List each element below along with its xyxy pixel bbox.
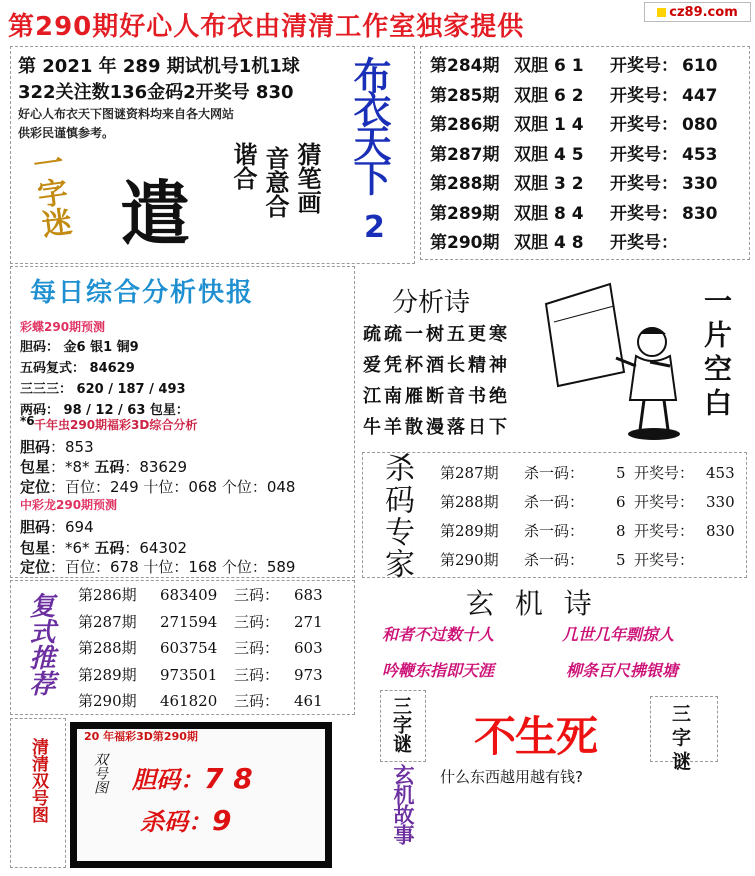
kill-period: 第289期 bbox=[440, 522, 499, 540]
draw-nums: 4 8 bbox=[554, 233, 584, 253]
kill-label: 杀码专家 bbox=[379, 452, 414, 580]
poem-line: 江南雁断音书绝 bbox=[363, 386, 510, 407]
fushi-period: 第286期 bbox=[78, 586, 137, 604]
fushi-label-text: 三码： bbox=[234, 665, 280, 684]
kill-result: 830 bbox=[706, 522, 735, 540]
board-sha: 杀码：9 bbox=[140, 804, 232, 837]
fushi-label-text: 三码： bbox=[234, 586, 280, 604]
riddle-main-char: 遣 bbox=[120, 172, 190, 255]
draw-period: 第290期 bbox=[430, 233, 500, 253]
fushi-num: 461820 bbox=[160, 692, 218, 710]
draw-label: 双胆 bbox=[514, 233, 548, 253]
fushi-value: 461 bbox=[294, 692, 323, 710]
kill-row bbox=[440, 462, 735, 483]
draw-period: 第287期 bbox=[430, 144, 500, 165]
draw-result: 080 bbox=[682, 115, 718, 135]
draw-kj-label: 开奖号： bbox=[610, 115, 678, 135]
draw-period: 第284期 bbox=[430, 56, 500, 76]
draw-result: 610 bbox=[682, 56, 718, 76]
poem-title: 分析诗 bbox=[392, 288, 471, 318]
poem-line: 爱凭杯酒长精神 bbox=[363, 355, 510, 376]
fushi-value: 603 bbox=[294, 639, 323, 657]
draw-kj-label: 开奖号： bbox=[610, 56, 678, 76]
poem-side-text: 一片空白 bbox=[700, 286, 733, 422]
draw-row bbox=[430, 169, 718, 194]
dragon-dan: 胆码：694 bbox=[20, 518, 94, 536]
xuanji-line-2b: 柳条百尺拂银塘 bbox=[566, 661, 679, 680]
draw-nums: 3 2 bbox=[554, 174, 584, 194]
draw-result: 830 bbox=[682, 203, 718, 224]
fushi-row bbox=[78, 690, 323, 711]
fushi-row bbox=[78, 584, 323, 605]
dragon-title: 中彩龙290期预测 bbox=[20, 498, 118, 512]
draw-period: 第285期 bbox=[430, 85, 500, 106]
fushi-value: 973 bbox=[294, 665, 323, 684]
draw-row bbox=[430, 140, 718, 165]
kill-num: 6 bbox=[616, 493, 626, 511]
draw-kj-label: 开奖号： bbox=[610, 85, 678, 106]
fushi-row bbox=[78, 611, 323, 632]
riddle-hint-1: 猜笔画 bbox=[293, 142, 321, 214]
board-inner bbox=[77, 729, 325, 861]
badge-square-icon bbox=[657, 8, 666, 17]
kill-period: 第290期 bbox=[440, 551, 499, 569]
riddle-hint-2: 音意合 bbox=[261, 146, 289, 218]
kill-label-text: 杀一码： bbox=[524, 551, 585, 569]
bug-bao: 包星：*8* 五码：83629 bbox=[20, 458, 188, 476]
bug-title: 千年虫290期福彩3D综合分析 bbox=[34, 418, 198, 432]
kill-row bbox=[440, 520, 735, 541]
riddle-hint-3: 谐合 bbox=[229, 142, 257, 190]
dragon-bao: 包星：*6* 五码：64302 bbox=[20, 539, 188, 557]
cartoon-illustration bbox=[540, 282, 690, 442]
banner-title: 第290期好心人布衣由清清工作室独家提供 bbox=[8, 12, 525, 42]
kill-row bbox=[440, 491, 735, 512]
draw-kj-label: 开奖号： bbox=[610, 174, 678, 194]
xuanji-title: 玄 机 诗 bbox=[466, 587, 598, 620]
xuanji-line-1a: 和者不过数十人 bbox=[382, 625, 495, 644]
kill-row bbox=[440, 549, 706, 570]
draw-label: 双胆 bbox=[514, 85, 548, 106]
draw-period: 第286期 bbox=[430, 115, 500, 135]
kill-period: 第288期 bbox=[440, 493, 499, 511]
three-riddle-right: 三字谜 bbox=[672, 703, 692, 773]
draw-nums: 6 1 bbox=[554, 56, 584, 76]
draw-kj-label: 开奖号： bbox=[610, 144, 678, 165]
info-line-3: 好心人布衣天下图谜资料均来自各大网站 bbox=[18, 107, 235, 121]
fushi-num: 973501 bbox=[160, 665, 218, 684]
info-line-4: 供彩民谨慎参考。 bbox=[18, 126, 115, 140]
kill-label-text: 杀一码： bbox=[524, 464, 585, 482]
kill-num: 8 bbox=[616, 522, 626, 540]
kill-num: 5 bbox=[616, 464, 626, 482]
xj-story-label: 玄机故事 bbox=[391, 764, 415, 844]
brand-number: 2 bbox=[364, 210, 385, 245]
fushi-label: 复式推荐 bbox=[25, 592, 55, 696]
draw-kj-label: 开奖号： bbox=[610, 203, 678, 224]
poem-line: 牛羊散漫落日下 bbox=[363, 417, 510, 438]
draw-nums: 1 4 bbox=[554, 115, 584, 135]
draw-label: 双胆 bbox=[514, 115, 548, 135]
kill-result: 330 bbox=[706, 493, 735, 511]
kill-num: 5 bbox=[616, 551, 626, 569]
fushi-period: 第287期 bbox=[78, 612, 137, 631]
kill-label-text: 杀一码： bbox=[524, 522, 585, 540]
draw-row bbox=[430, 110, 718, 135]
three-riddle-question: 什么东西越用越有钱? bbox=[440, 768, 583, 786]
xuanji-line-2a: 吟鞭东指即天涯 bbox=[382, 661, 495, 680]
draw-kj-label: 开奖号： bbox=[610, 233, 678, 253]
butterfly-two-extra: *6 bbox=[20, 414, 35, 428]
draw-label: 双胆 bbox=[514, 174, 548, 194]
riddle-label: 一字迷 bbox=[25, 146, 73, 241]
three-riddle-left: 三字谜 bbox=[390, 696, 412, 753]
info-line-2: 322关注数136金码2开奖号 830 bbox=[18, 82, 294, 103]
draw-row bbox=[430, 51, 718, 76]
kill-kj-label: 开奖号： bbox=[634, 522, 695, 540]
info-line-1: 第 2021 年 289 期试机号1机1球 bbox=[18, 56, 300, 77]
kill-period: 第287期 bbox=[440, 464, 499, 482]
fushi-value: 683 bbox=[294, 586, 323, 604]
xuanji-line-1b: 几世几年剽掠人 bbox=[562, 625, 675, 644]
fushi-num: 603754 bbox=[160, 639, 218, 657]
draw-row bbox=[430, 199, 718, 224]
butterfly-dan: 胆码： 金6 银1 铜9 bbox=[20, 340, 139, 355]
bug-pos: 定位：百位：249 十位：068 个位：048 bbox=[20, 478, 296, 496]
kill-kj-label: 开奖号： bbox=[634, 551, 695, 569]
bug-dan: 胆码：853 bbox=[20, 438, 94, 456]
board-dan: 胆码：7 8 bbox=[132, 762, 253, 795]
draw-result: 330 bbox=[682, 174, 718, 194]
kill-kj-label: 开奖号： bbox=[634, 493, 695, 511]
draw-period: 第288期 bbox=[430, 174, 500, 194]
draw-nums: 4 5 bbox=[554, 144, 584, 165]
draw-period: 第289期 bbox=[430, 203, 500, 224]
board-header: 20 年福彩3D第290期 bbox=[84, 730, 198, 743]
daily-title: 每日综合分析快报 bbox=[30, 278, 255, 308]
draw-row bbox=[430, 228, 682, 253]
fushi-period: 第289期 bbox=[78, 665, 137, 684]
kill-kj-label: 开奖号： bbox=[634, 464, 695, 482]
qingqing-label: 清清双号图 bbox=[28, 738, 48, 823]
site-badge-text: cz89.com bbox=[669, 4, 738, 20]
draw-result: 447 bbox=[682, 85, 718, 106]
butterfly-five: 五码复式： 84629 bbox=[20, 361, 135, 376]
fushi-label-text: 三码： bbox=[234, 639, 280, 657]
fushi-row bbox=[78, 664, 323, 685]
fushi-period: 第290期 bbox=[78, 692, 137, 710]
fushi-period: 第288期 bbox=[78, 639, 137, 657]
kill-label-text: 杀一码： bbox=[524, 493, 585, 511]
draw-label: 双胆 bbox=[514, 203, 548, 224]
kill-result: 453 bbox=[706, 464, 735, 482]
brand-text: 布衣天下 bbox=[347, 56, 391, 192]
butterfly-two: 两码： 98 / 12 / 63 包星： bbox=[20, 403, 189, 418]
poem-line: 疏疏一树五更寒 bbox=[363, 324, 510, 345]
draw-row bbox=[430, 81, 718, 106]
draw-nums: 6 2 bbox=[554, 85, 584, 106]
draw-nums: 8 4 bbox=[554, 203, 584, 224]
butterfly-three: 三三三： 620 / 187 / 493 bbox=[20, 382, 186, 397]
dragon-pos: 定位：百位：678 十位：168 个位：589 bbox=[20, 558, 296, 576]
fushi-row bbox=[78, 637, 323, 658]
fushi-label-text: 三码： bbox=[234, 612, 280, 631]
fushi-value: 271 bbox=[294, 612, 323, 631]
draw-label: 双胆 bbox=[514, 144, 548, 165]
fushi-num: 271594 bbox=[160, 612, 218, 631]
site-badge[interactable] bbox=[644, 2, 751, 22]
butterfly-title: 彩蝶290期预测 bbox=[20, 320, 106, 334]
page-banner bbox=[0, 0, 755, 44]
fushi-num: 683409 bbox=[160, 586, 218, 604]
draw-result: 453 bbox=[682, 144, 718, 165]
board-side: 双号图 bbox=[92, 752, 108, 794]
draw-label: 双胆 bbox=[514, 56, 548, 76]
three-riddle-answer: 不生死 bbox=[474, 712, 598, 761]
fushi-label-text: 三码： bbox=[234, 692, 280, 710]
